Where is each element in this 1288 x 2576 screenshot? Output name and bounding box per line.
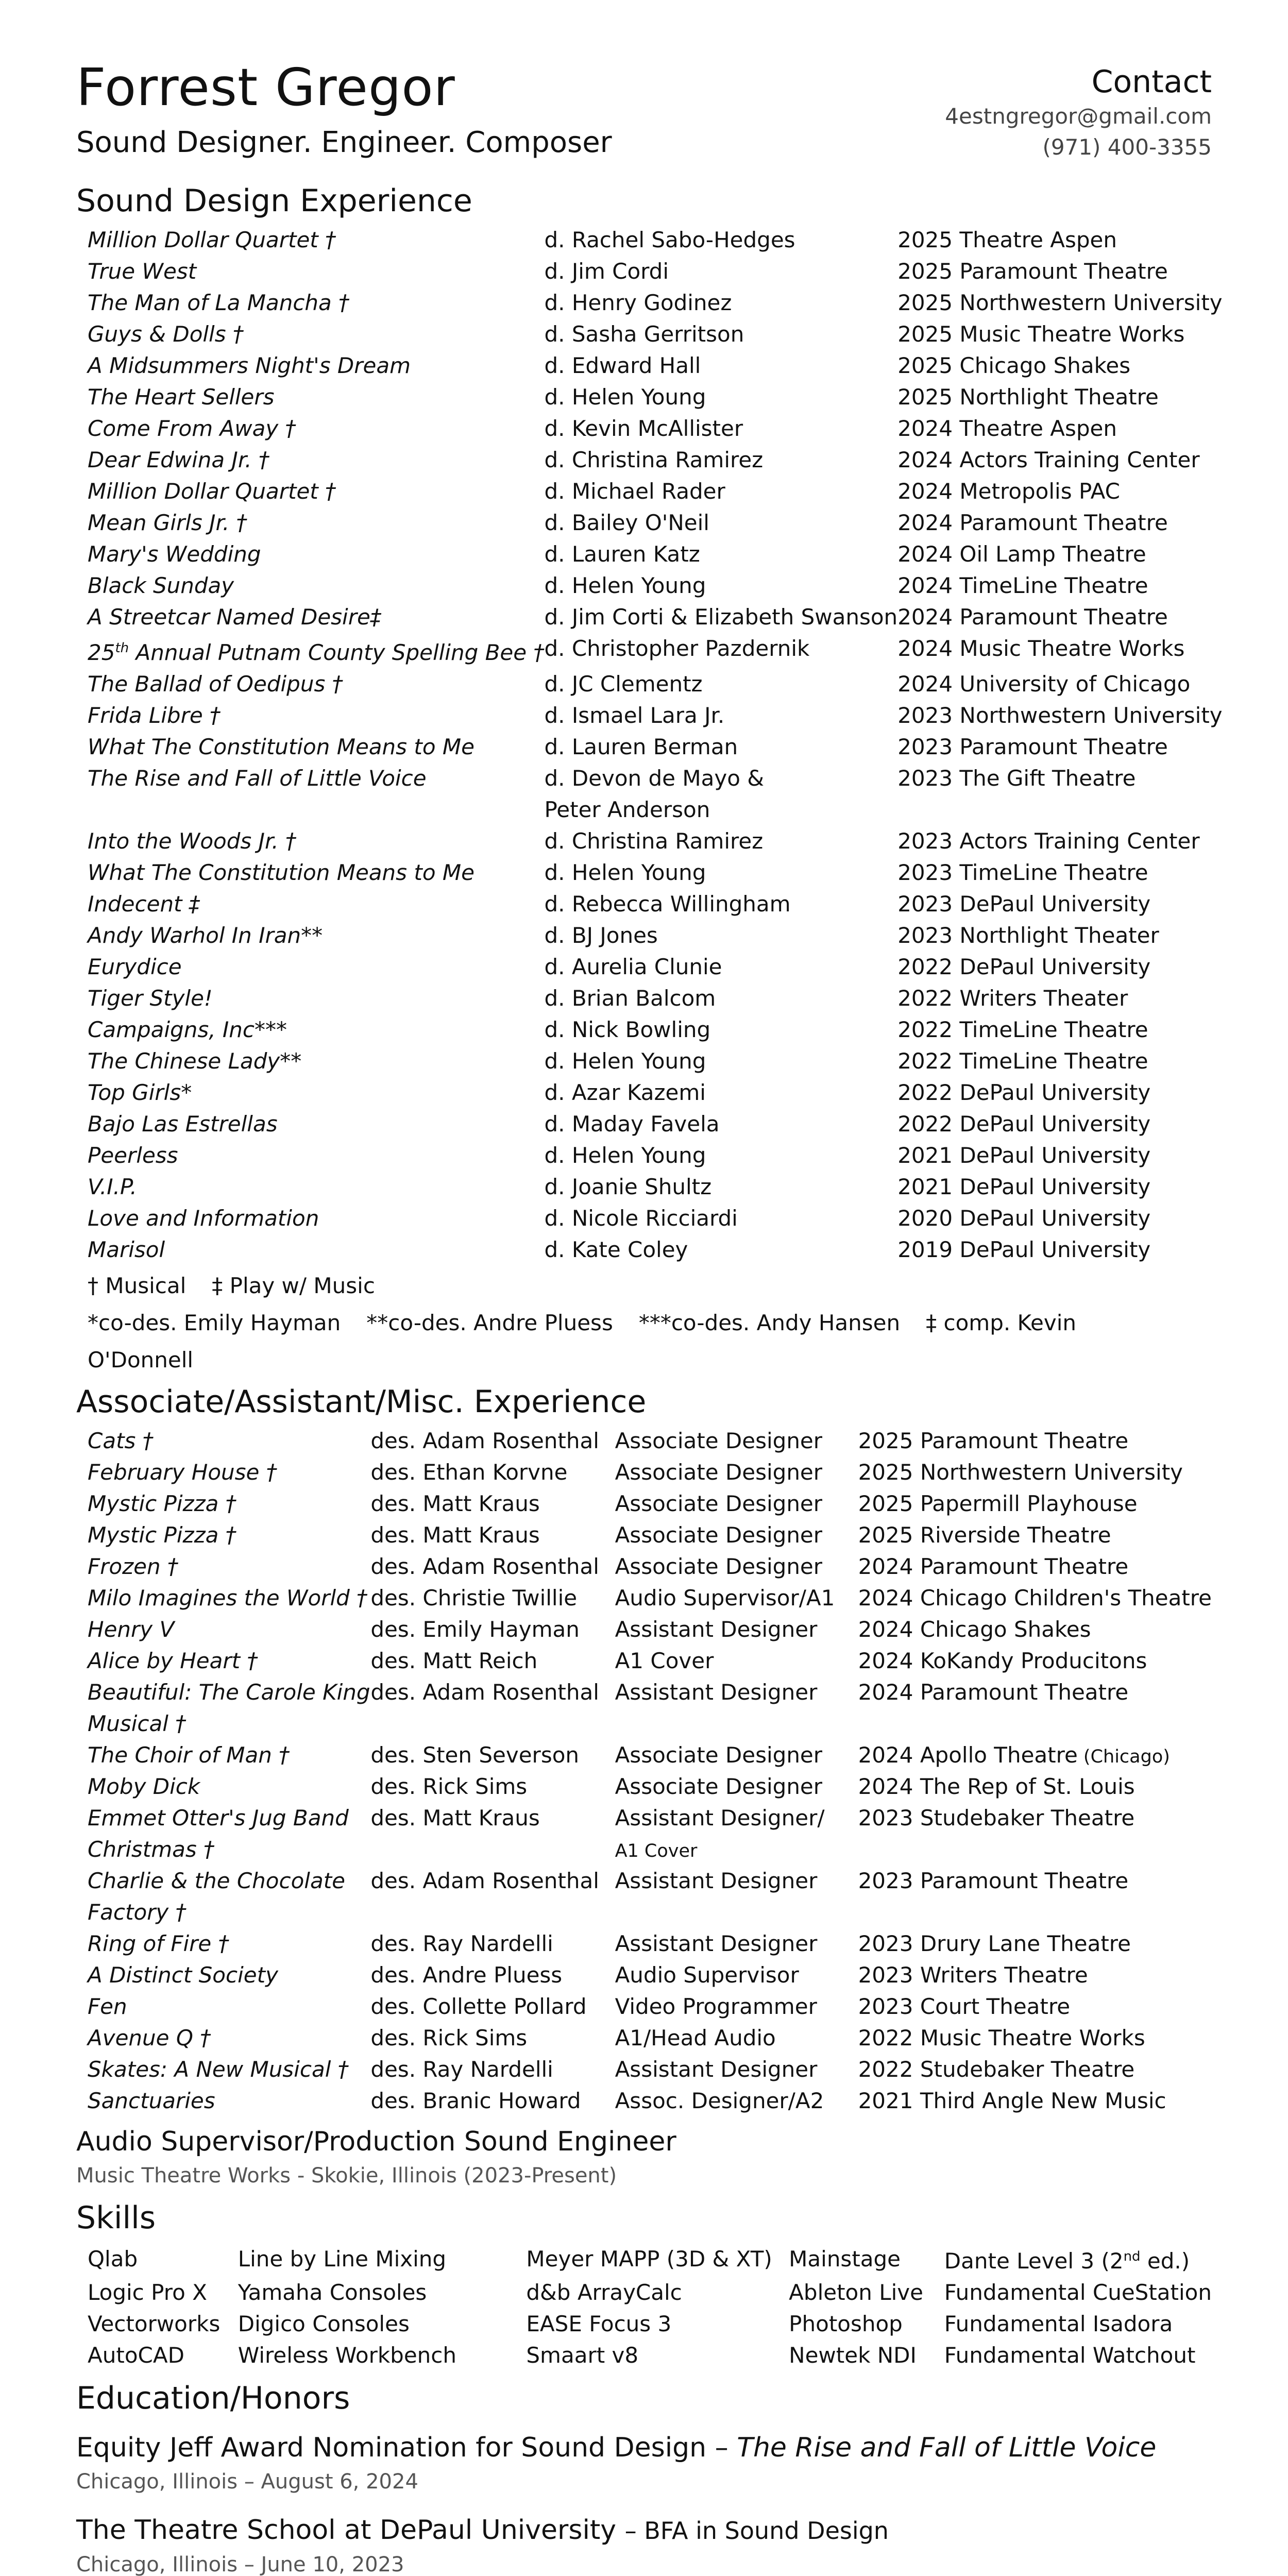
table-row bbox=[76, 1551, 1212, 1582]
year-venue: 2022 Writers Theater bbox=[897, 986, 1128, 1011]
director: d. Sasha Gerritson bbox=[544, 321, 744, 347]
production-title: Ring of Fire † bbox=[88, 1931, 229, 1956]
designer: des. Sten Severson bbox=[370, 1742, 580, 1768]
production-title: Tiger Style! bbox=[88, 986, 213, 1011]
table-row bbox=[76, 1739, 1212, 1771]
director: d. Christopher Pazdernik bbox=[544, 636, 810, 661]
table-row bbox=[76, 1108, 1223, 1140]
production-title: The Heart Sellers bbox=[88, 384, 275, 410]
role: Assistant Designer bbox=[615, 1931, 818, 1956]
role: A1/Head Audio bbox=[615, 2025, 776, 2050]
table-row bbox=[76, 2022, 1212, 2054]
skills-heading: Skills bbox=[76, 2200, 156, 2236]
table-row bbox=[76, 1488, 1212, 1519]
name-heading: Forrest Gregor bbox=[76, 57, 455, 117]
skill-item: Newtek NDI bbox=[789, 2343, 917, 2368]
production-title: Into the Woods Jr. † bbox=[88, 828, 297, 854]
production-title: Marisol bbox=[88, 1237, 165, 1262]
production-title: A Streetcar Named Desire‡ bbox=[88, 604, 381, 630]
director: d. Rachel Sabo-Hedges bbox=[544, 227, 795, 252]
skill-item: Digico Consoles bbox=[238, 2311, 410, 2336]
year-venue: 2024 Actors Training Center bbox=[897, 447, 1200, 472]
year-venue: 2024 Paramount Theatre bbox=[858, 1680, 1129, 1705]
director: d. Nick Bowling bbox=[544, 1017, 711, 1042]
year-venue: 2023 Northlight Theater bbox=[897, 923, 1159, 948]
year-venue: 2025 Papermill Playhouse bbox=[858, 1491, 1138, 1516]
director: d. Azar Kazemi bbox=[544, 1080, 706, 1105]
production-title: What The Constitution Means to Me bbox=[88, 860, 474, 885]
production-title: A Distinct Society bbox=[88, 1962, 278, 1988]
year-venue: 2019 DePaul University bbox=[897, 1237, 1151, 1262]
table-row bbox=[76, 633, 1223, 668]
role: Associate Designer bbox=[615, 1774, 823, 1799]
education-detail: Chicago, Illinois – June 10, 2023 bbox=[76, 2553, 404, 2576]
director: d. Devon de Mayo & Peter Anderson bbox=[544, 766, 764, 822]
legend-item: ‡ Play w/ Music bbox=[212, 1273, 375, 1298]
year-venue: 2022 DePaul University bbox=[897, 1111, 1151, 1137]
role: Assoc. Designer/A2 bbox=[615, 2088, 824, 2113]
designer: des. Adam Rosenthal bbox=[370, 1554, 599, 1579]
year-venue: 2025 Northwestern University bbox=[858, 1460, 1183, 1485]
table-row bbox=[76, 1928, 1212, 1959]
director: d. Christina Ramirez bbox=[544, 447, 764, 472]
role: A1 Cover bbox=[615, 1648, 714, 1673]
production-title: Avenue Q † bbox=[88, 2025, 211, 2050]
role: Associate Designer bbox=[615, 1742, 823, 1768]
designer: des. Matt Reich bbox=[370, 1648, 538, 1673]
legend-item: ‡ comp. Kevin O'Donnell bbox=[88, 1310, 1076, 1372]
skill-item: EASE Focus 3 bbox=[526, 2311, 672, 2336]
year-venue: 2024 Oil Lamp Theatre bbox=[897, 541, 1146, 567]
production-title: Cats † bbox=[88, 1428, 154, 1453]
production-title: Charlie & the Chocolate Factory † bbox=[88, 1868, 346, 1925]
audio-supervisor-section bbox=[76, 2123, 1212, 2191]
year-venue: 2024 Paramount Theatre bbox=[897, 510, 1168, 535]
designer: des. Collette Pollard bbox=[370, 1994, 587, 2019]
designer: des. Andre Pluess bbox=[370, 1962, 563, 1988]
table-row bbox=[76, 762, 1223, 825]
legend-symbols bbox=[76, 1267, 1212, 1304]
production-title: Milo Imagines the World † bbox=[88, 1585, 368, 1611]
skill-item: Fundamental CueStation bbox=[944, 2280, 1212, 2305]
table-row bbox=[76, 1802, 1212, 1865]
year-venue: 2024 Metropolis PAC bbox=[897, 479, 1120, 504]
year-venue: 2024 Paramount Theatre bbox=[858, 1554, 1129, 1579]
production-title: Indecent ‡ bbox=[88, 891, 200, 917]
skill-item: Mainstage bbox=[789, 2246, 901, 2272]
year-venue: 2023 DePaul University bbox=[897, 891, 1151, 917]
production-title: Million Dollar Quartet † bbox=[88, 227, 336, 252]
production-title: Peerless bbox=[88, 1143, 178, 1168]
year-venue: 2023 Northwestern University bbox=[897, 703, 1223, 728]
production-title: Frozen † bbox=[88, 1554, 178, 1579]
director: d. Rebecca Willingham bbox=[544, 891, 791, 917]
production-title: Campaigns, Inc*** bbox=[88, 1017, 287, 1042]
director: d. JC Clementz bbox=[544, 671, 703, 697]
designer: des. Rick Sims bbox=[370, 2025, 528, 2050]
role: Assistant Designer bbox=[615, 1617, 818, 1642]
table-row bbox=[76, 287, 1223, 318]
table-row bbox=[76, 668, 1223, 700]
skill-item: Photoshop bbox=[789, 2311, 903, 2336]
production-title: Emmet Otter's Jug Band Christmas † bbox=[88, 1805, 349, 1862]
year-venue: 2025 Northlight Theatre bbox=[897, 384, 1159, 410]
role: Audio Supervisor bbox=[615, 1962, 799, 1988]
designer: des. Adam Rosenthal bbox=[370, 1868, 599, 1893]
year-venue: 2023 Paramount Theatre bbox=[897, 734, 1168, 759]
role: Assistant Designer/ A1 Cover bbox=[615, 1805, 825, 1861]
year-venue: 2024 Theatre Aspen bbox=[897, 416, 1117, 441]
table-row bbox=[76, 888, 1223, 920]
role: Associate Designer bbox=[615, 1428, 823, 1453]
table-row bbox=[76, 570, 1223, 601]
legend-item: † Musical bbox=[88, 1273, 187, 1298]
table-row bbox=[76, 1014, 1223, 1045]
table-row bbox=[76, 1202, 1223, 1234]
role: Associate Designer bbox=[615, 1491, 823, 1516]
table-row bbox=[76, 601, 1223, 633]
education-item bbox=[76, 2511, 1212, 2576]
table-row bbox=[76, 224, 1223, 256]
skill-item: Smaart v8 bbox=[526, 2343, 639, 2368]
table-row bbox=[76, 1140, 1223, 1171]
production-title: Andy Warhol In Iran** bbox=[88, 923, 323, 948]
skill-item: Ableton Live bbox=[789, 2280, 923, 2305]
table-row bbox=[76, 700, 1223, 731]
table-row bbox=[76, 1456, 1212, 1488]
production-title: Moby Dick bbox=[88, 1774, 200, 1799]
director: d. Nicole Ricciardi bbox=[544, 1206, 738, 1231]
director: d. Helen Young bbox=[544, 573, 706, 598]
director: d. Helen Young bbox=[544, 1143, 706, 1168]
year-venue: 2021 Third Angle New Music bbox=[858, 2088, 1166, 2113]
year-venue: 2025 Paramount Theatre bbox=[897, 259, 1168, 284]
table-row bbox=[76, 982, 1223, 1014]
director: d. Helen Young bbox=[544, 384, 706, 410]
role: Assistant Designer bbox=[615, 1868, 818, 1893]
production-title: Bajo Las Estrellas bbox=[88, 1111, 278, 1137]
designer: des. Ethan Korvne bbox=[370, 1460, 568, 1485]
director: d. Henry Godinez bbox=[544, 290, 732, 315]
year-venue: 2024 TimeLine Theatre bbox=[897, 573, 1148, 598]
year-venue: 2023 Writers Theatre bbox=[858, 1962, 1088, 1988]
director: d. Christina Ramirez bbox=[544, 828, 764, 854]
director: d. Maday Favela bbox=[544, 1111, 720, 1137]
year-venue: 2023 TimeLine Theatre bbox=[897, 860, 1148, 885]
year-venue: 2024 KoKandy Producitons bbox=[858, 1648, 1147, 1673]
table-row bbox=[76, 1676, 1212, 1739]
production-title: Henry V bbox=[88, 1617, 175, 1642]
year-venue: 2023 Court Theatre bbox=[858, 1994, 1071, 2019]
skill-item: Dante Level 3 (2nd ed.) bbox=[944, 2248, 1190, 2274]
role: Assistant Designer bbox=[615, 1680, 818, 1705]
year-venue: 2023 Studebaker Theatre bbox=[858, 1805, 1135, 1831]
production-title: A Midsummers Night's Dream bbox=[88, 353, 411, 378]
education-detail: Chicago, Illinois – August 6, 2024 bbox=[76, 2470, 418, 2494]
director: d. BJ Jones bbox=[544, 923, 658, 948]
sound-design-heading: Sound Design Experience bbox=[76, 183, 472, 219]
director: d. Kate Coley bbox=[544, 1237, 688, 1262]
table-row bbox=[76, 951, 1223, 982]
year-venue: 2024 Chicago Children's Theatre bbox=[858, 1585, 1212, 1611]
table-row bbox=[76, 1234, 1223, 1265]
year-venue: 2023 Actors Training Center bbox=[897, 828, 1200, 854]
production-title: True West bbox=[88, 259, 197, 284]
director: d. Jim Corti & Elizabeth Swanson bbox=[544, 604, 898, 630]
skills-row bbox=[76, 2340, 1212, 2371]
skills-table bbox=[76, 2241, 1212, 2371]
director: d. Joanie Shultz bbox=[544, 1174, 712, 1199]
production-title: Million Dollar Quartet † bbox=[88, 479, 336, 504]
director: d. Bailey O'Neil bbox=[544, 510, 709, 535]
table-row bbox=[76, 381, 1223, 413]
table-row bbox=[76, 825, 1223, 857]
table-row bbox=[76, 256, 1223, 287]
production-title: Guys & Dolls † bbox=[88, 321, 244, 347]
legend-codesigners bbox=[76, 1304, 1212, 1379]
associate-heading: Associate/Assistant/Misc. Experience bbox=[76, 1384, 647, 1420]
designer: des. Matt Kraus bbox=[370, 1805, 540, 1831]
table-row bbox=[76, 857, 1223, 888]
production-title: Come From Away † bbox=[88, 416, 296, 441]
table-row bbox=[76, 413, 1223, 444]
legend-item: **co-des. Andre Pluess bbox=[366, 1310, 613, 1335]
production-title: Dear Edwina Jr. † bbox=[88, 447, 269, 472]
year-venue: 2021 DePaul University bbox=[897, 1174, 1151, 1199]
table-row bbox=[76, 1171, 1223, 1202]
production-title: Mean Girls Jr. † bbox=[88, 510, 247, 535]
year-venue: 2022 DePaul University bbox=[897, 954, 1151, 979]
role: Video Programmer bbox=[615, 1994, 817, 2019]
education-list bbox=[76, 2429, 1212, 2576]
table-row bbox=[76, 1614, 1212, 1645]
skill-item: d&b ArrayCalc bbox=[526, 2280, 682, 2305]
production-title: Eurydice bbox=[88, 954, 182, 979]
skills-row bbox=[76, 2241, 1212, 2277]
designer: des. Ray Nardelli bbox=[370, 1931, 553, 1956]
skills-row bbox=[76, 2277, 1212, 2308]
education-title: Equity Jeff Award Nomination for Sound Design – The Rise and Fall of Little Voice bbox=[76, 2432, 1157, 2463]
production-title: What The Constitution Means to Me bbox=[88, 734, 474, 759]
skill-item: Fundamental Isadora bbox=[944, 2311, 1173, 2336]
production-title: Fen bbox=[88, 1994, 127, 2019]
production-title: Alice by Heart † bbox=[88, 1648, 258, 1673]
director: d. Kevin McAllister bbox=[544, 416, 743, 441]
table-row bbox=[76, 1077, 1223, 1108]
header bbox=[76, 57, 1212, 178]
year-venue: 2024 Chicago Shakes bbox=[858, 1617, 1091, 1642]
year-venue: 2021 DePaul University bbox=[897, 1143, 1151, 1168]
designer: des. Adam Rosenthal bbox=[370, 1680, 599, 1705]
table-row bbox=[76, 731, 1223, 762]
audio-supervisor-detail: Music Theatre Works - Skokie, Illinois (2023-Present) bbox=[76, 2164, 617, 2188]
year-venue: 2024 University of Chicago bbox=[897, 671, 1191, 697]
designer: des. Matt Kraus bbox=[370, 1491, 540, 1516]
year-venue: 2023 Drury Lane Theatre bbox=[858, 1931, 1131, 1956]
table-row bbox=[76, 1582, 1212, 1614]
production-title: The Chinese Lady** bbox=[88, 1048, 302, 1074]
year-venue: 2025 Theatre Aspen bbox=[897, 227, 1117, 252]
skill-item: Logic Pro X bbox=[88, 2280, 207, 2305]
year-venue: 2022 DePaul University bbox=[897, 1080, 1151, 1105]
table-row bbox=[76, 1645, 1212, 1676]
education-heading: Education/Honors bbox=[76, 2380, 350, 2416]
production-title: Mystic Pizza † bbox=[88, 1522, 236, 1548]
production-title: The Choir of Man † bbox=[88, 1742, 290, 1768]
production-title: Beautiful: The Carole King Musical † bbox=[88, 1680, 370, 1736]
director: d. Michael Rader bbox=[544, 479, 725, 504]
designer: des. Christie Twillie bbox=[370, 1585, 578, 1611]
year-venue: 2024 Paramount Theatre bbox=[897, 604, 1168, 630]
skill-item: Line by Line Mixing bbox=[238, 2246, 447, 2272]
role: Associate Designer bbox=[615, 1554, 823, 1579]
table-row bbox=[76, 476, 1223, 507]
designer: des. Emily Hayman bbox=[370, 1617, 580, 1642]
production-title: Frida Libre † bbox=[88, 703, 221, 728]
production-title: The Rise and Fall of Little Voice bbox=[88, 766, 427, 791]
director: d. Lauren Katz bbox=[544, 541, 700, 567]
director: d. Aurelia Clunie bbox=[544, 954, 722, 979]
director: d. Jim Cordi bbox=[544, 259, 669, 284]
role: Associate Designer bbox=[615, 1522, 823, 1548]
audio-supervisor-title: Audio Supervisor/Production Sound Engineer bbox=[76, 2126, 676, 2157]
production-title: Mystic Pizza † bbox=[88, 1491, 236, 1516]
production-title: Sanctuaries bbox=[88, 2088, 215, 2113]
contact-email[interactable]: 4estngregor@gmail.com bbox=[945, 104, 1212, 129]
table-row bbox=[76, 2085, 1212, 2116]
director: d. Brian Balcom bbox=[544, 986, 716, 1011]
director: d. Helen Young bbox=[544, 1048, 706, 1074]
skill-item: Qlab bbox=[88, 2246, 138, 2272]
table-row bbox=[76, 920, 1223, 951]
designer: des. Ray Nardelli bbox=[370, 2057, 553, 2082]
production-title: February House † bbox=[88, 1460, 277, 1485]
year-venue: 2022 Studebaker Theatre bbox=[858, 2057, 1135, 2082]
skill-item: AutoCAD bbox=[88, 2343, 184, 2368]
table-row bbox=[76, 1425, 1212, 1456]
year-venue: 2022 TimeLine Theatre bbox=[897, 1048, 1148, 1074]
year-venue: 2022 Music Theatre Works bbox=[858, 2025, 1145, 2050]
year-venue: 2020 DePaul University bbox=[897, 1206, 1151, 1231]
table-row bbox=[76, 1519, 1212, 1551]
contact-block bbox=[945, 63, 1212, 163]
tagline: Sound Designer. Engineer. Composer bbox=[76, 126, 612, 159]
table-row bbox=[76, 1045, 1223, 1077]
skill-item: Meyer MAPP (3D & XT) bbox=[526, 2246, 772, 2272]
role: Assistant Designer bbox=[615, 2057, 818, 2082]
skill-item: Fundamental Watchout bbox=[944, 2343, 1196, 2368]
year-venue: 2022 TimeLine Theatre bbox=[897, 1017, 1148, 1042]
designer: des. Branic Howard bbox=[370, 2088, 581, 2113]
year-venue: 2025 Northwestern University bbox=[897, 290, 1223, 315]
production-title: Top Girls* bbox=[88, 1080, 192, 1105]
table-row bbox=[76, 1959, 1212, 1991]
year-venue: 2025 Riverside Theatre bbox=[858, 1522, 1111, 1548]
production-title: Skates: A New Musical † bbox=[88, 2057, 349, 2082]
designer: des. Rick Sims bbox=[370, 1774, 528, 1799]
table-row bbox=[76, 2054, 1212, 2085]
year-venue: 2023 Paramount Theatre bbox=[858, 1868, 1129, 1893]
skills-row bbox=[76, 2308, 1212, 2340]
skill-item: Vectorworks bbox=[88, 2311, 221, 2336]
contact-title: Contact bbox=[1091, 64, 1212, 100]
legend-item: *co-des. Emily Hayman bbox=[88, 1310, 341, 1335]
year-venue: 2025 Chicago Shakes bbox=[897, 353, 1131, 378]
table-row bbox=[76, 350, 1223, 381]
contact-phone[interactable]: (971) 400-3355 bbox=[1042, 134, 1212, 160]
director: d. Helen Young bbox=[544, 860, 706, 885]
director: d. Ismael Lara Jr. bbox=[544, 703, 725, 728]
production-title: V.I.P. bbox=[88, 1174, 137, 1199]
table-row bbox=[76, 318, 1223, 350]
year-venue: 2024 Music Theatre Works bbox=[897, 636, 1185, 661]
education-title: The Theatre School at DePaul University – BFA in Sound Design bbox=[76, 2515, 889, 2546]
skill-item: Wireless Workbench bbox=[238, 2343, 456, 2368]
role: Associate Designer bbox=[615, 1460, 823, 1485]
table-row bbox=[76, 538, 1223, 570]
year-venue: 2023 The Gift Theatre bbox=[897, 766, 1136, 791]
sound-design-table bbox=[76, 224, 1223, 1265]
year-venue: 2024 Apollo Theatre (Chicago) bbox=[858, 1742, 1170, 1768]
table-row bbox=[76, 444, 1223, 476]
associate-table bbox=[76, 1425, 1212, 2116]
production-title: Black Sunday bbox=[88, 573, 234, 598]
table-row bbox=[76, 1991, 1212, 2022]
role: Audio Supervisor/A1 bbox=[615, 1585, 835, 1611]
production-title: Mary's Wedding bbox=[88, 541, 261, 567]
table-row bbox=[76, 1771, 1212, 1802]
production-title: The Man of La Mancha † bbox=[88, 290, 350, 315]
year-venue: 2024 The Rep of St. Louis bbox=[858, 1774, 1135, 1799]
skill-item: Yamaha Consoles bbox=[238, 2280, 427, 2305]
production-title: The Ballad of Oedipus † bbox=[88, 671, 343, 697]
year-venue: 2025 Music Theatre Works bbox=[897, 321, 1185, 347]
production-title: Love and Information bbox=[88, 1206, 319, 1231]
designer: des. Adam Rosenthal bbox=[370, 1428, 599, 1453]
legend-item: ***co-des. Andy Hansen bbox=[638, 1310, 901, 1335]
director: d. Edward Hall bbox=[544, 353, 701, 378]
director: d. Lauren Berman bbox=[544, 734, 738, 759]
table-row bbox=[76, 507, 1223, 538]
table-row bbox=[76, 1865, 1212, 1928]
production-title: 25th Annual Putnam County Spelling Bee † bbox=[88, 640, 545, 665]
year-venue: 2025 Paramount Theatre bbox=[858, 1428, 1129, 1453]
education-item bbox=[76, 2429, 1212, 2497]
designer: des. Matt Kraus bbox=[370, 1522, 540, 1548]
